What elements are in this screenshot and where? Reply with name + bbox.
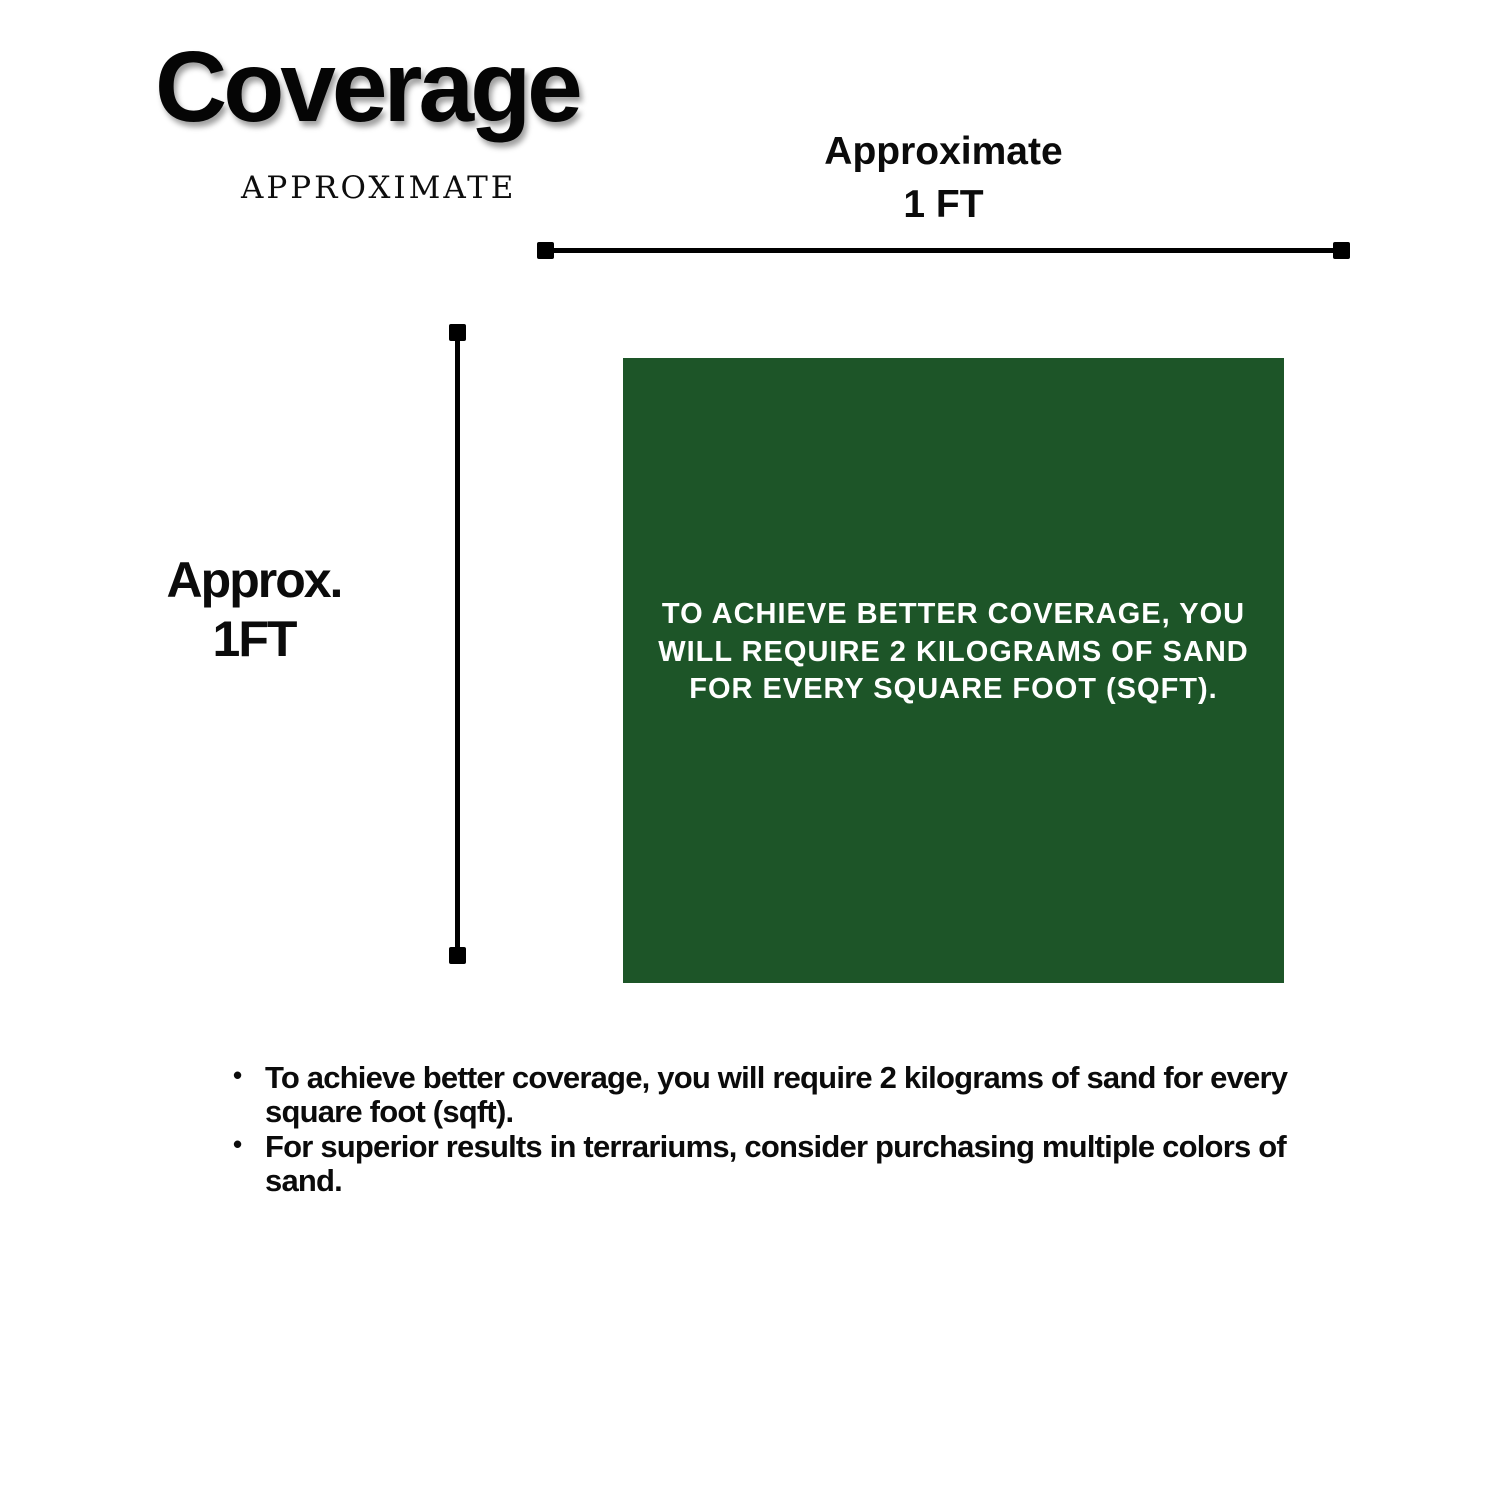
dimension-endcap-bottom-icon bbox=[449, 947, 466, 964]
page-subtitle: APPROXIMATE bbox=[241, 170, 517, 206]
note-item-terrarium: • For superior results in terrariums, consider purchasing multiple colors of sand. bbox=[229, 1130, 1298, 1199]
dimension-endcap-left-icon bbox=[537, 242, 554, 259]
notes-list bbox=[229, 1061, 1298, 1199]
page-title: Coverage bbox=[155, 31, 579, 143]
coverage-square bbox=[623, 358, 1284, 983]
left-dimension-label-line1: Approx. bbox=[166, 552, 342, 608]
left-dimension-label-line2: 1FT bbox=[212, 610, 296, 667]
horizontal-dimension-line bbox=[545, 248, 1342, 253]
vertical-dimension-line bbox=[455, 331, 460, 957]
top-dimension-label bbox=[545, 126, 1342, 231]
top-dimension-label-line2: 1 FT bbox=[903, 182, 984, 226]
note-item-coverage: • To achieve better coverage, you will require 2 kilograms of sand for every square foot (sqft). bbox=[229, 1061, 1298, 1130]
top-dimension-label-line1: Approximate bbox=[824, 130, 1063, 173]
dimension-endcap-top-icon bbox=[449, 324, 466, 341]
left-dimension-label bbox=[138, 551, 370, 668]
dimension-endcap-right-icon bbox=[1333, 242, 1350, 259]
coverage-square-text: TO ACHIEVE BETTER COVERAGE, YOU WILL REQUIRE 2 KILOGRAMS OF SAND FOR EVERY SQUARE FOOT (SQFT). bbox=[658, 597, 1249, 706]
